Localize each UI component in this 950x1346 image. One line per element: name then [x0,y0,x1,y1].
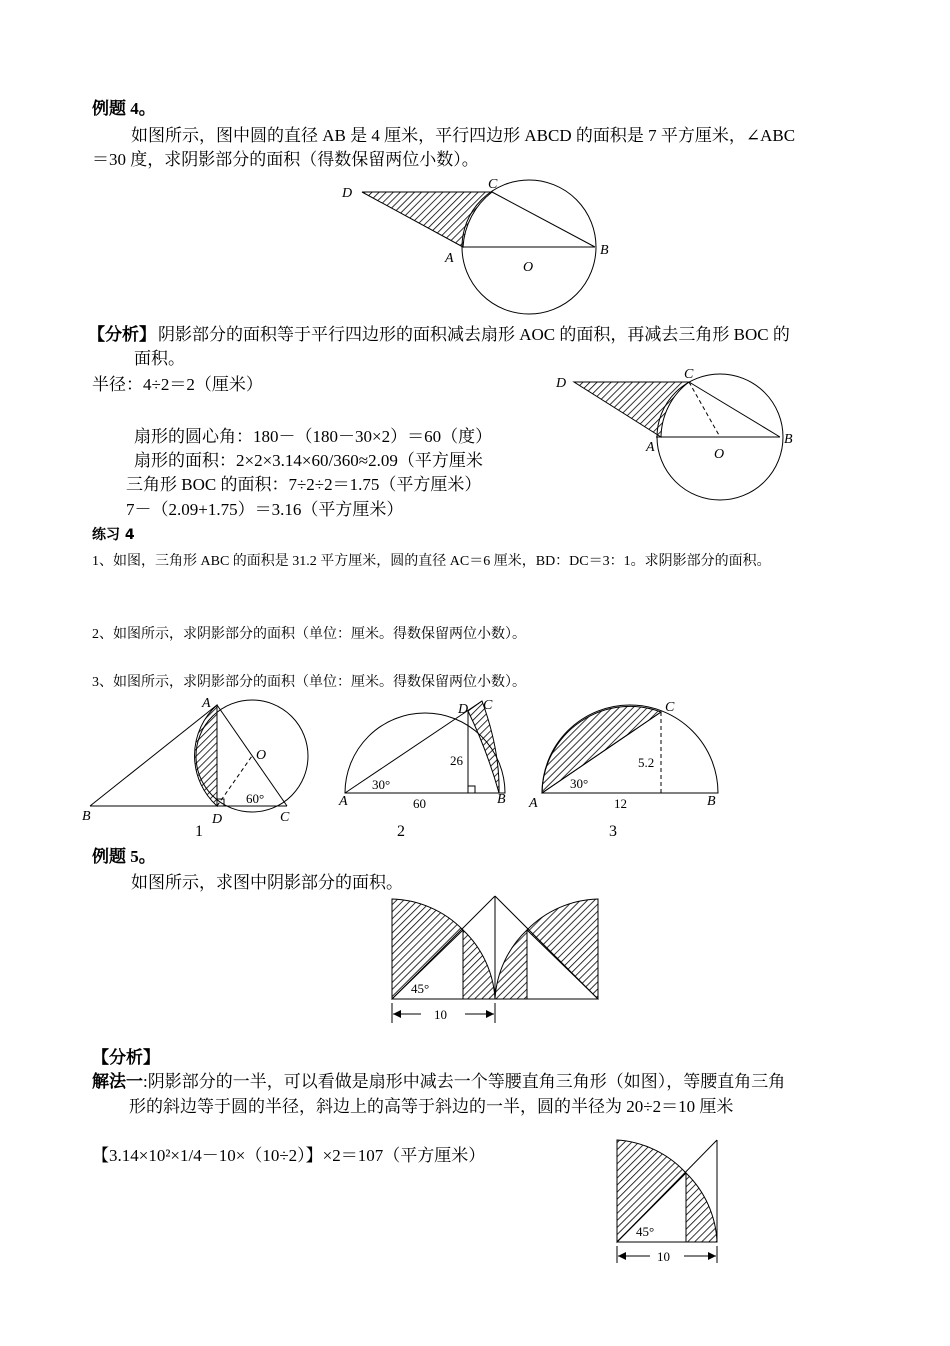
analysis5-line1-wrap [92,1071,785,1093]
angle-label: 45° [636,1224,655,1239]
shaded-region [574,382,689,437]
shaded-region [362,192,492,247]
analysis5-title: 【分析】 [92,1048,160,1067]
label-c: C [488,177,498,192]
practice4-q3: 3、如图所示，求阴影部分的面积（单位：厘米。得数保留两位小数）。 [92,675,526,690]
angle-label: 45° [411,981,430,996]
practice-figure-2 [335,695,535,840]
example4-line1: 如图所示，图中圆的直径 AB 是 4 厘米，平行四边形 ABCD 的面积是 7 平方厘米，∠ABC [131,126,796,145]
practice4-q1: 1、如图，三角形 ABC 的面积是 31.2 平方厘米，圆的直径 AC＝6 厘米，BD：DC＝3：1。求阴影部分的面积。 [92,554,771,569]
figure-number: 1 [195,823,203,840]
analysis4-sector: 扇形的面积：2×2×3.14×60/360≈2.09（平方厘米 [134,451,483,470]
example4-figure [330,170,630,320]
analysis5-formula: 【3.14×10²×1/4－10×（10÷2）】×2＝107（平方厘米） [92,1146,486,1165]
label-b: B [600,243,609,258]
label-b: B [707,794,716,809]
label-d: D [556,376,567,391]
example5-line1: 如图所示，求图中阴影部分的面积。 [131,873,403,892]
analysis5-method: 解法一 [92,1072,143,1091]
practice4-title: 练习 4 [92,527,135,543]
figure-number: 3 [609,823,617,840]
angle-label: 60° [246,791,265,806]
analysis4-line2: 面积。 [134,349,185,368]
analysis4-triangle: 三角形 BOC 的面积：7÷2÷2＝1.75（平方厘米） [126,475,482,494]
practice4-q2: 2、如图所示，求阴影部分的面积（单位：厘米。得数保留两位小数）。 [92,627,526,642]
label-b: B [497,792,506,807]
dimension-label: 10 [434,1007,447,1022]
example5-title: 例题 5。 [92,847,156,866]
label-a: A [529,796,538,811]
shaded-region [542,706,661,793]
practice-figure-1 [80,695,320,840]
figure-number: 2 [397,823,405,840]
practice-figure-3 [525,695,725,840]
label-a: A [202,696,211,711]
label-a: A [445,251,454,266]
analysis4-radius: 半径：4÷2＝2（厘米） [92,375,263,394]
label-c: C [280,810,290,825]
angle-label: 30° [372,777,391,792]
label-b: B [784,432,793,447]
angle-label: 30° [570,776,589,791]
height-label: 5.2 [638,755,655,770]
label-c: C [665,700,675,715]
analysis4-result: 7－（2.09+1.75）＝3.16（平方厘米） [126,500,404,519]
analysis5-line2: 形的斜边等于圆的半径，斜边上的高等于斜边的一半，圆的半径为 20÷2＝10 厘米 [129,1097,734,1116]
label-d: D [458,702,469,717]
label-b: B [82,809,91,824]
label-a: A [339,794,348,809]
label-c: C [684,367,694,382]
example4-line2: ＝30 度，求阴影部分的面积（得数保留两位小数）。 [92,150,479,169]
dimension-label: 10 [657,1249,670,1264]
label-o: O [523,260,534,275]
analysis4-bracket: 【分析】 [88,325,156,344]
label-c: C [483,698,493,713]
example5-figure [385,890,610,1025]
example4-title: 例题 4。 [92,99,156,118]
analysis4-line1: 阴影部分的面积等于平行四边形的面积减去扇形 AOC 的面积，再减去三角形 BOC 的 [158,325,790,344]
analysis5-line1: :阴影部分的一半，可以看做是扇形中减去一个等腰直角三角形（如图），等腰直角三角 [143,1072,786,1091]
base-label: 12 [614,796,627,811]
label-d: D [212,812,223,827]
analysis4-angle: 扇形的圆心角：180－（180－30×2）＝60（度） [134,427,493,446]
label-a: A [646,440,655,455]
height-label: 26 [450,753,463,768]
label-o: O [256,748,267,763]
base-label: 60 [413,796,426,811]
label-o: O [714,447,725,462]
analysis5-figure [610,1135,730,1265]
label-d: D [342,186,353,201]
shaded-crescent [468,701,499,793]
analysis4-figure [550,365,810,505]
